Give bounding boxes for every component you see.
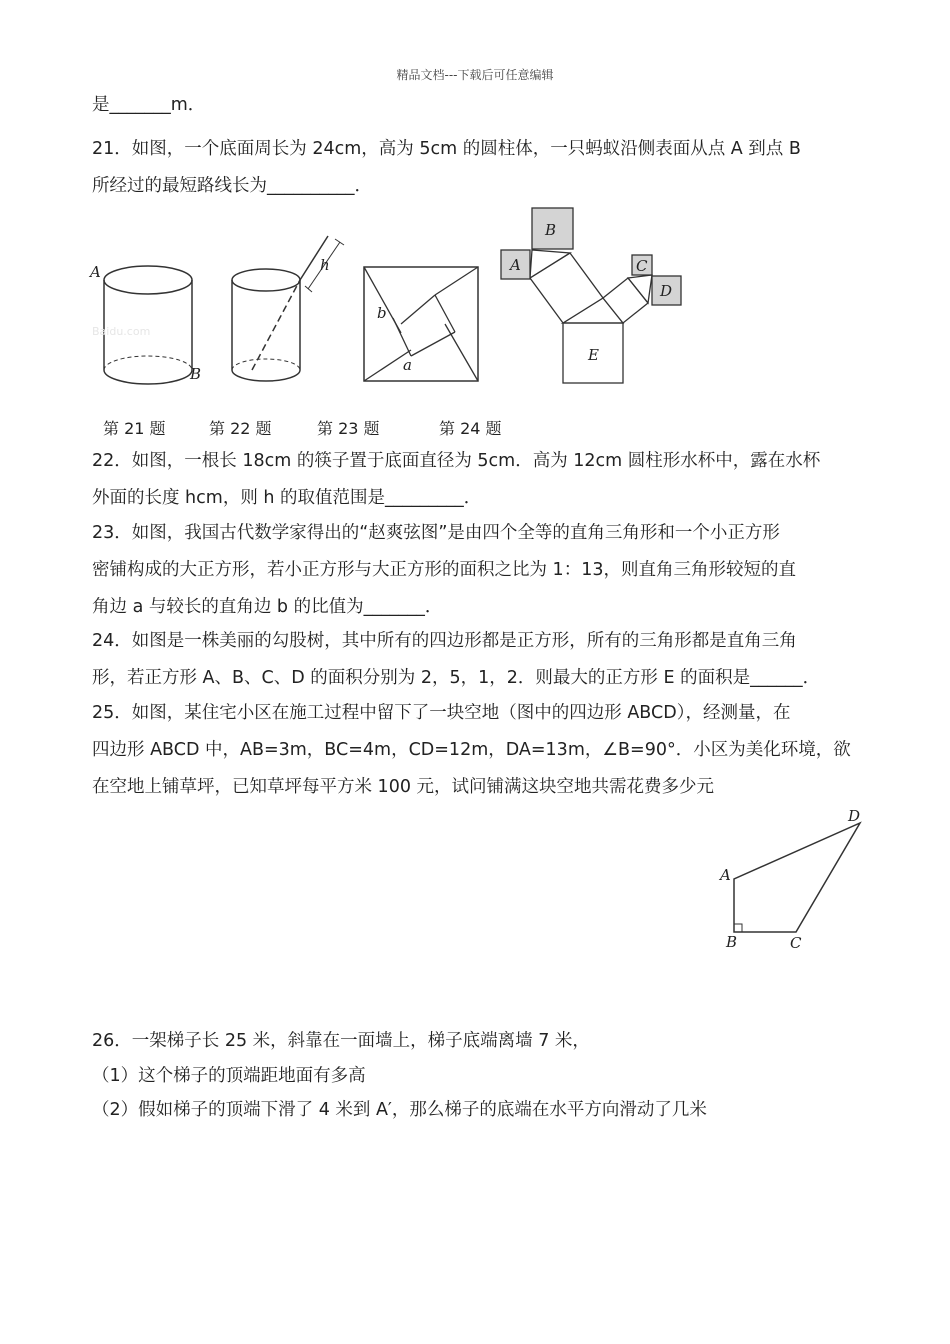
fig24-label-e: E <box>588 346 599 364</box>
fig23-label-b: b <box>377 304 387 322</box>
caption-22: 第 22 题 <box>209 419 272 438</box>
question-22-line-2: 外面的长度 hcm，则 h 的取值范围是_________． <box>92 488 482 508</box>
watermark: Baidu.com <box>92 325 151 338</box>
question-23-line-1: 23．如图，我国古代数学家得出的“赵爽弦图”是由四个全等的直角三角形和一个小正方形 <box>92 523 780 543</box>
fig25-label-a: A <box>720 866 731 884</box>
figure-22-cup <box>228 232 358 387</box>
question-25-line-2: 四边形 ABCD 中，AB=3m，BC=4m，CD=12m，DA=13m，∠B=90°．小区为美化环境，欲 <box>92 740 851 760</box>
fig24-label-d: D <box>660 282 673 300</box>
fig22-label-h: h <box>320 256 330 274</box>
question-24-line-2: 形，若正方形 A、B、C、D 的面积分别为 2，5，1，2．则最大的正方形 E 的面积是______． <box>92 668 821 688</box>
question-26-line-1: 26．一架梯子长 25 米，斜靠在一面墙上，梯子底端离墙 7 米， <box>92 1031 590 1051</box>
figure-21-cylinder <box>88 255 208 385</box>
fig24-label-c: C <box>636 257 648 275</box>
figure-25-quadrilateral <box>718 805 868 955</box>
caption-23: 第 23 题 <box>317 419 380 438</box>
question-23-line-3: 角边 a 与较长的直角边 b 的比值为_______． <box>92 597 443 617</box>
caption-24: 第 24 题 <box>439 419 502 438</box>
fig25-label-c: C <box>790 934 802 952</box>
question-24-line-1: 24．如图是一株美丽的勾股树，其中所有的四边形都是正方形，所有的三角形都是直角三角 <box>92 631 797 651</box>
fig24-label-a: A <box>510 256 521 274</box>
question-26-part-2: （2）假如梯子的顶端下滑了 4 米到 A′，那么梯子的底端在水平方向滑动了几米 <box>92 1100 707 1120</box>
figure-23-zhao-shuang-diagram <box>363 266 483 386</box>
question-21-line-1: 21．如图，一个底面周长为 24cm，高为 5cm 的圆柱体，一只蚂蚁沿侧表面从点 A 到点 B <box>92 139 801 159</box>
fig24-label-b: B <box>545 221 557 239</box>
question-23-line-2: 密铺构成的大正方形，若小正方形与大正方形的面积之比为 1：13，则直角三角形较短的直 <box>92 560 796 580</box>
question-22-line-1: 22．如图，一根长 18cm 的筷子置于底面直径为 5cm．高为 12cm 圆柱形水杯中，露在水杯 <box>92 451 821 471</box>
question-25-line-1: 25．如图，某住宅小区在施工过程中留下了一块空地（图中的四边形 ABCD），经测量，在 <box>92 703 791 723</box>
fig21-label-b: B <box>190 365 202 383</box>
question-21-line-2: 所经过的最短路线长为__________． <box>92 176 372 196</box>
figure-24-pythagoras-tree <box>500 205 685 390</box>
fig25-label-b: B <box>726 933 738 951</box>
page-header: 精品文档---下载后可任意编辑 <box>396 68 554 82</box>
question-26-part-1: （1）这个梯子的顶端距地面有多高 <box>92 1066 366 1086</box>
fig21-label-a: A <box>90 263 101 281</box>
fig23-label-a: a <box>403 356 412 374</box>
fig25-label-d: D <box>848 807 861 825</box>
caption-21: 第 21 题 <box>103 419 166 438</box>
text-line: 是_______m． <box>92 95 206 115</box>
question-25-line-3: 在空地上铺草坪，已知草坪每平方米 100 元，试问铺满这块空地共需花费多少元 <box>92 777 715 797</box>
